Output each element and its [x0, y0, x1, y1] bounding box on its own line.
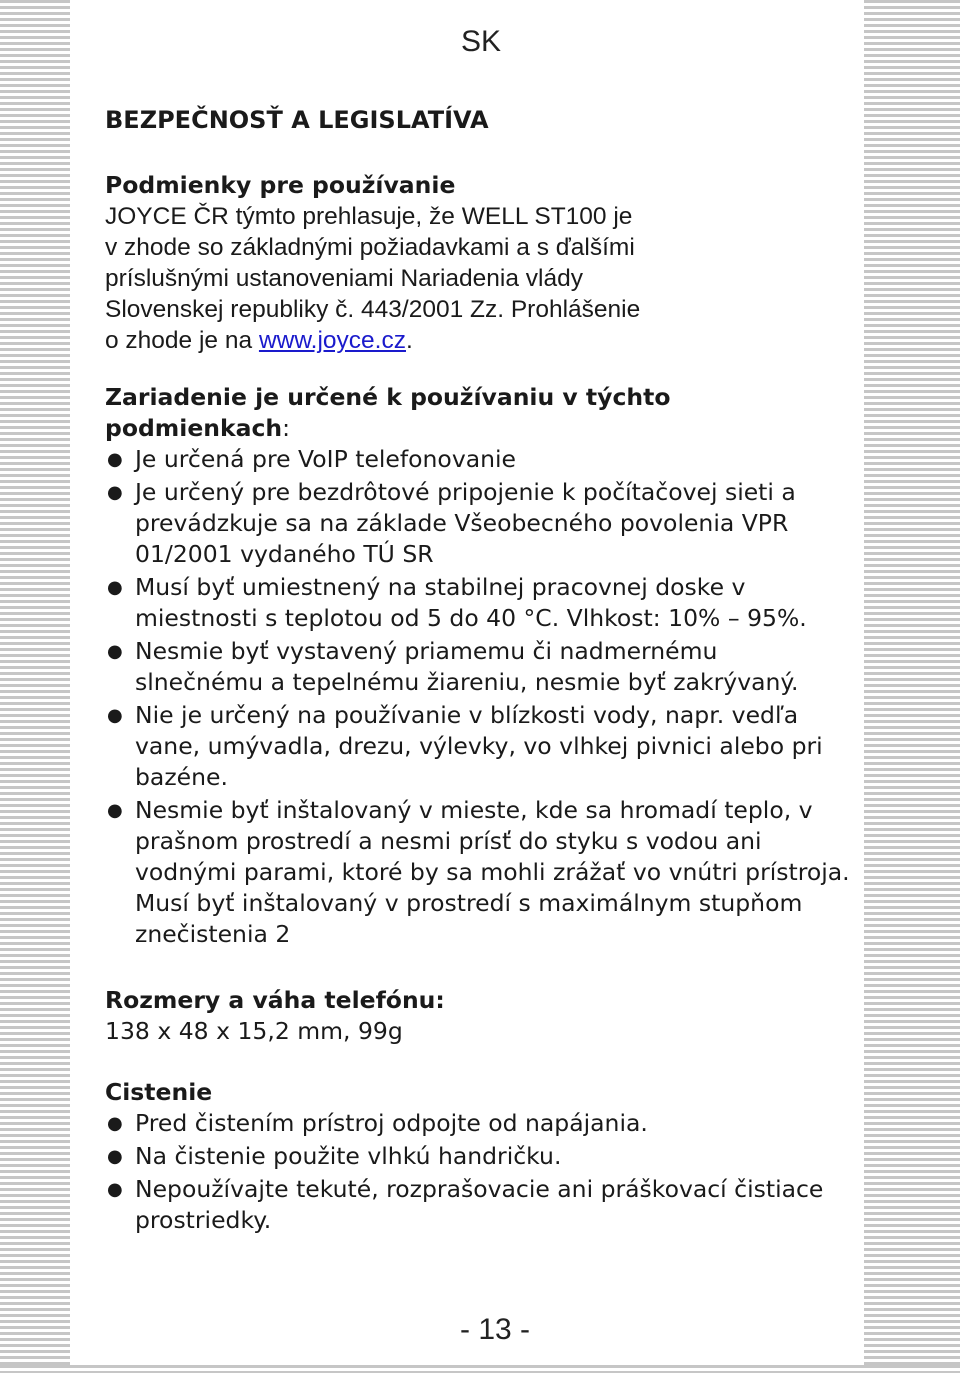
- list-item: [105, 1174, 853, 1236]
- conditions-line: [105, 325, 853, 356]
- conditions-heading: Podmienky pre používanie: [105, 171, 456, 199]
- bullet-icon: ●: [107, 800, 123, 821]
- left-stripe-border: [0, 0, 70, 1373]
- list-item-text: Je určený pre bezdrôtové pripojenie k počítačovej sieti a prevádzkuje sa na základe Všeobecného povolenia VPR 01/2001 vydaného TÚ SR: [135, 478, 796, 568]
- list-item: [105, 700, 853, 793]
- list-item-text: Nepoužívajte tekuté, rozprašovacie ani práškovací čistiace prostriedky.: [135, 1175, 824, 1234]
- page-content: [105, 100, 853, 1238]
- list-item: [105, 1141, 853, 1172]
- list-item-text: Nesmie byť vystavený priamemu či nadmernému slnečnému a tepelnému žiareniu, nesmie byť zakrývaný.: [135, 637, 799, 696]
- bullet-icon: ●: [107, 705, 123, 726]
- list-item-text: Na čistenie použite vlhkú handričku.: [135, 1142, 562, 1170]
- dimensions-value: 138 x 48 x 15,2 mm, 99g: [105, 1017, 403, 1045]
- list-item-text: Pred čistením prístroj odpojte od napájania.: [135, 1109, 648, 1137]
- list-item-text: Nie je určený na používanie v blízkosti vody, napr. vedľa vane, umývadla, drezu, výlevky, vo vlhkej pivnici alebo pri bazéne.: [135, 701, 823, 791]
- list-item-text: Nesmie byť inštalovaný v mieste, kde sa hromadí teplo, v prašnom prostredí a nesmi prísť do styku s vodou ani vodnými parami, ktoré by sa mohli zrážať vo vnútri prístroja. Musí byť inštalovaný v prostredí s maximálnym stupňom znečistenia 2: [135, 796, 850, 948]
- page-title: BEZPEČNOSŤ A LEGISLATÍVA: [105, 106, 489, 134]
- list-item-text: Je určená pre VoIP telefonovanie: [135, 445, 517, 473]
- usage-heading: Zariadenie je určené k používaniu v týchto podmienkach: [105, 383, 671, 442]
- cleaning-section: [105, 1077, 853, 1236]
- list-item-text: Musí byť umiestnený na stabilnej pracovnej doske v miestnosti s teplotou od 5 do 40 °C. Vlhkost: 10% – 95%.: [135, 573, 807, 632]
- language-code: SK: [461, 25, 502, 58]
- bullet-icon: ●: [107, 449, 123, 470]
- list-item: [105, 572, 853, 634]
- conditions-line: príslušnými ustanoveniami Nariadenia vlády: [105, 265, 583, 292]
- bullet-icon: ●: [107, 1179, 123, 1200]
- conditions-line: JOYCE ČR týmto prehlasuje, že WELL ST100 je: [105, 203, 633, 230]
- cleaning-list: [105, 1108, 853, 1236]
- bullet-icon: ●: [107, 1146, 123, 1167]
- joyce-website-link[interactable]: www.joyce.cz: [258, 327, 406, 354]
- right-stripe-border: [864, 0, 960, 1373]
- usage-heading-colon: :: [282, 414, 291, 442]
- conditions-line-prefix: o zhode je na: [105, 327, 259, 354]
- bullet-icon: ●: [107, 1113, 123, 1134]
- list-item: [105, 795, 853, 950]
- usage-heading-row: [105, 382, 853, 444]
- bullet-icon: ●: [107, 577, 123, 598]
- bottom-stripe-border: [0, 1365, 960, 1373]
- dimensions-section: [105, 985, 853, 1047]
- list-item: [105, 444, 853, 475]
- list-item: [105, 1108, 853, 1139]
- bullet-icon: ●: [107, 482, 123, 503]
- conditions-section: [105, 170, 853, 356]
- page-number: - 13 -: [460, 1313, 531, 1346]
- cleaning-heading: Cistenie: [105, 1078, 213, 1106]
- list-item: [105, 477, 853, 570]
- conditions-line: v zhode so základnými požiadavkami a s ďalšími: [105, 234, 635, 261]
- conditions-line: Slovenskej republiky č. 443/2001 Zz. Prohlášenie: [105, 296, 641, 323]
- list-item: [105, 636, 853, 698]
- bullet-icon: ●: [107, 641, 123, 662]
- dimensions-heading: Rozmery a váha telefónu:: [105, 986, 445, 1014]
- conditions-line-suffix: .: [405, 327, 413, 354]
- usage-list: [105, 444, 853, 950]
- usage-section: [105, 382, 853, 950]
